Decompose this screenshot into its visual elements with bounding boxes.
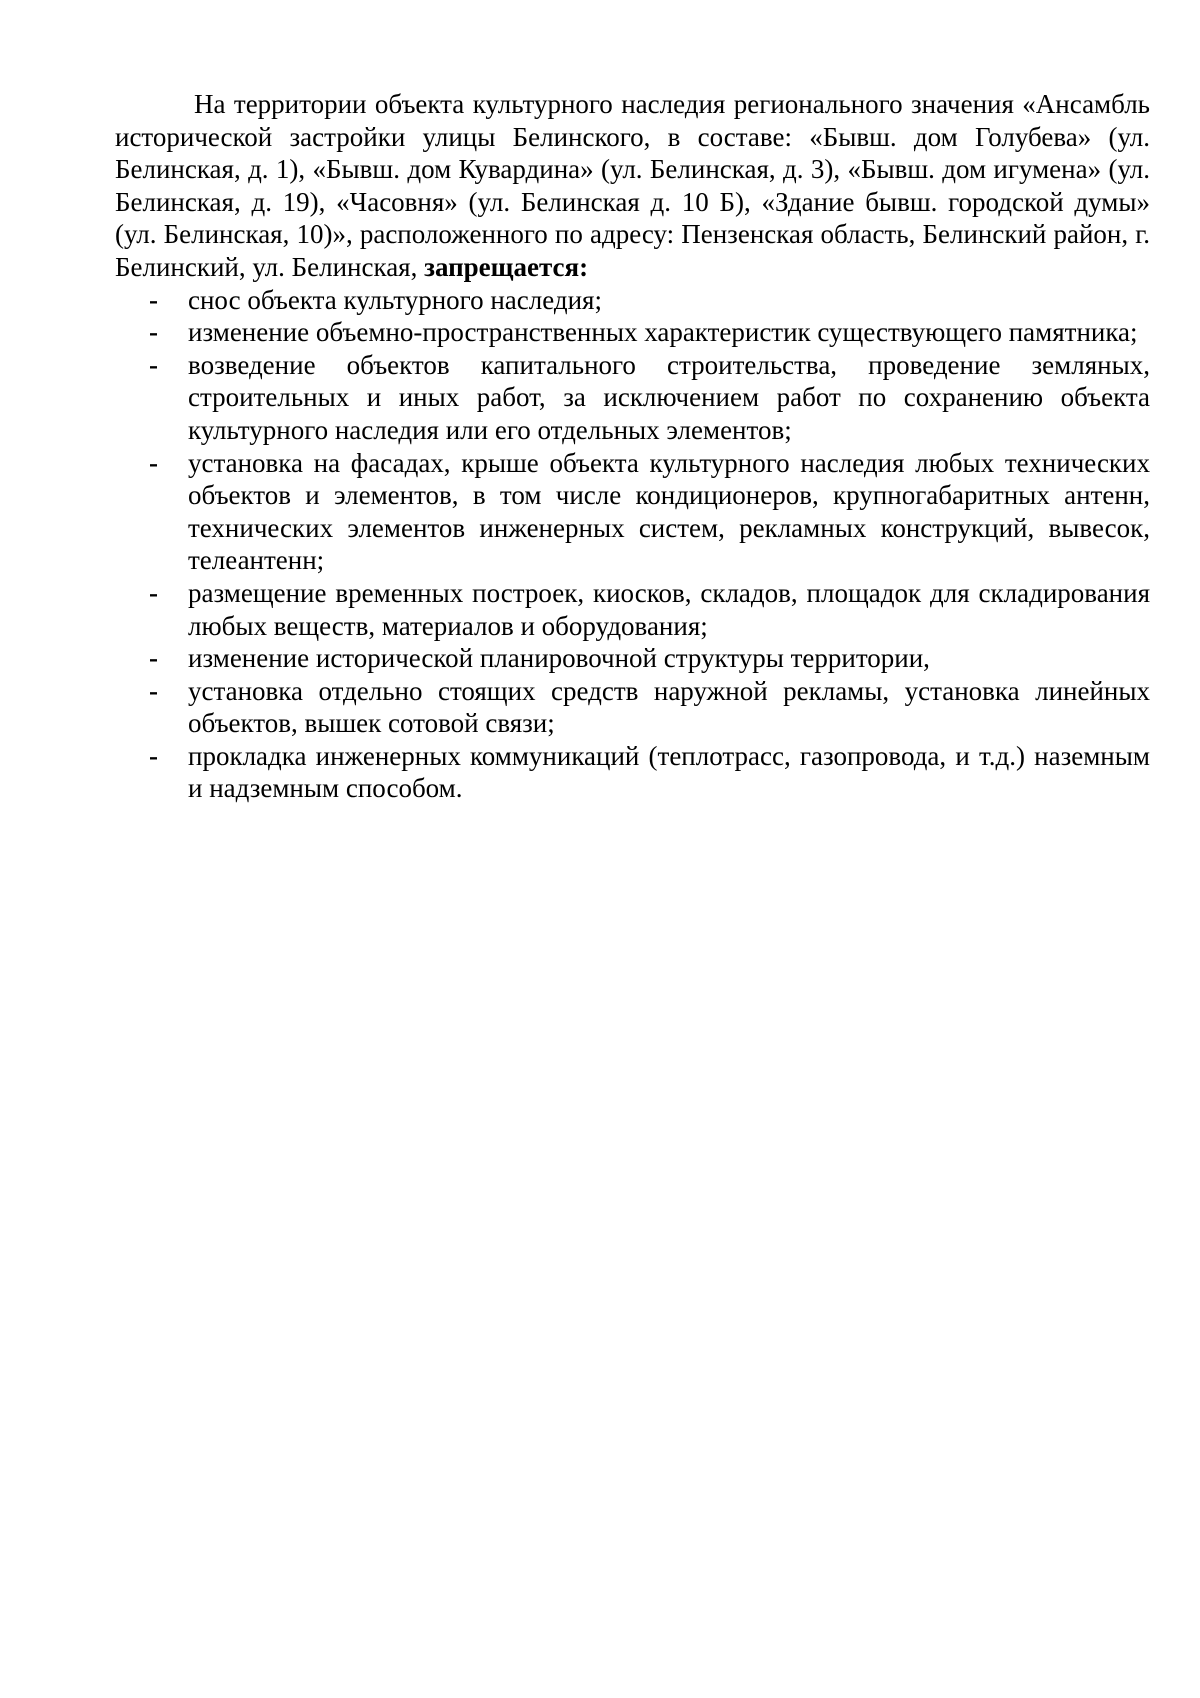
- intro-emphasis: запрещается:: [424, 251, 589, 282]
- list-item: [115, 447, 1150, 577]
- list-item: [115, 284, 1150, 317]
- list-item: [115, 577, 1150, 642]
- list-item-text: установка на фасадах, крыше объекта культурного наследия любых технических объектов и элементов, в том числе кондиционеров, крупногабаритных антенн, технических элементов инженерных систем, рекламных конструкций, вывесок, телеантенн;: [188, 447, 1150, 576]
- list-item: [115, 349, 1150, 447]
- list-item: [115, 675, 1150, 740]
- list-item-text: изменение исторической планировочной структуры территории,: [188, 643, 930, 674]
- list-item-text: установка отдельно стоящих средств наружной рекламы, установка линейных объектов, вышек сотовой связи;: [188, 675, 1150, 739]
- list-bullet: -: [149, 643, 158, 674]
- intro-text: На территории объекта культурного наследия регионального значения «Ансамбль исторической застройки улицы Белинского, в составе: «Бывш. дом Голубева» (ул. Белинская, д. 1), «Бывш. дом Кувардина» (ул. Белинская, д. 3), «Бывш. дом игумена» (ул. Белинская, д. 19), «Часовня» (ул. Белинская д. 10 Б), «Здание бывш. городской думы» (ул. Белинская, 10)», расположенного по адресу: Пензенская область, Белинский район, г. Белинский, ул. Белинская,: [115, 89, 1150, 282]
- prohibitions-list: [115, 284, 1150, 806]
- list-bullet: -: [149, 740, 158, 771]
- list-item-text: прокладка инженерных коммуникаций (теплотрасс, газопровода, и т.д.) наземным и надземным способом.: [188, 740, 1150, 804]
- list-bullet: -: [149, 317, 158, 348]
- list-item-text: размещение временных построек, киосков, складов, площадок для складирования любых веществ, материалов и оборудования;: [188, 577, 1150, 641]
- list-bullet: -: [149, 349, 158, 380]
- list-bullet: -: [149, 675, 158, 706]
- intro-paragraph: [115, 88, 1150, 284]
- document-page: [115, 88, 1150, 805]
- list-bullet: -: [149, 577, 158, 608]
- list-bullet: -: [149, 447, 158, 478]
- list-item: [115, 642, 1150, 675]
- list-item-text: снос объекта культурного наследия;: [188, 284, 602, 315]
- list-item-text: изменение объемно-пространственных характеристик существующего памятника;: [188, 317, 1138, 348]
- list-item: [115, 740, 1150, 805]
- list-bullet: -: [149, 284, 158, 315]
- list-item: [115, 316, 1150, 349]
- list-item-text: возведение объектов капитального строительства, проведение земляных, строительных и иных работ, за исключением работ по сохранению объекта культурного наследия или его отдельных элементов;: [188, 349, 1150, 445]
